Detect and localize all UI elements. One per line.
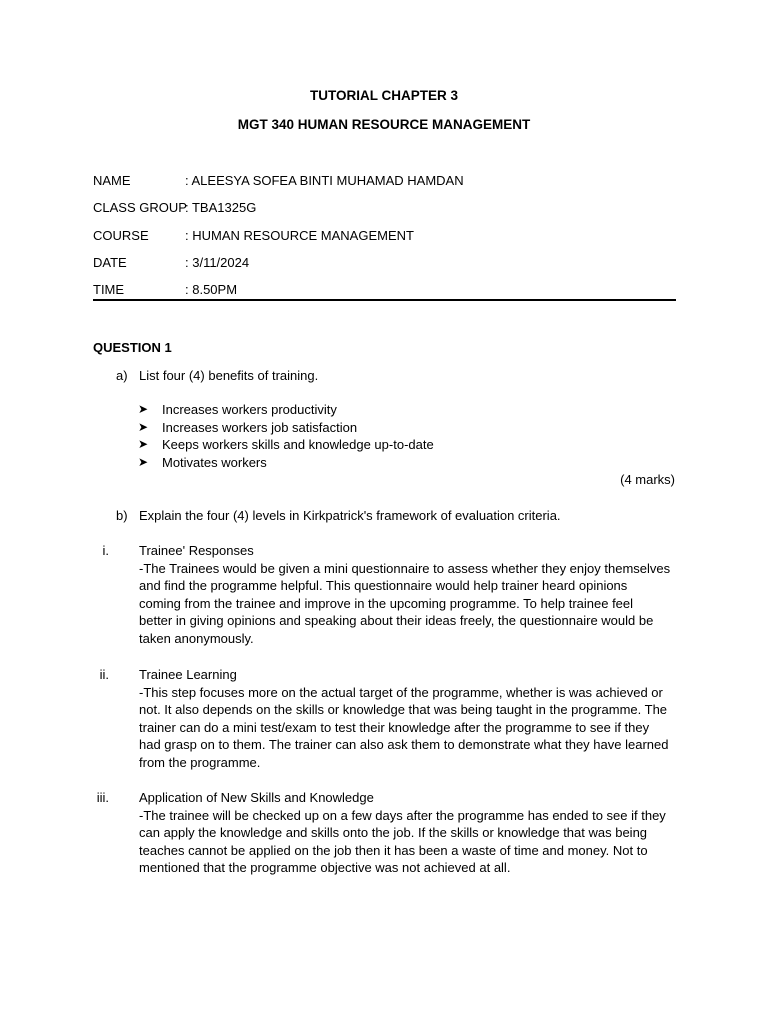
part-b-marker: b) (116, 508, 128, 523)
level-line: can apply the knowledge and skills onto the job. If the skills or knowledge that was being (139, 825, 648, 841)
arrowhead-bullet-icon: ➤ (138, 419, 149, 434)
part-a-marker: a) (116, 368, 128, 383)
level-line: mentioned that the programme objective was not achieved at all. (139, 860, 511, 876)
arrowhead-bullet-icon: ➤ (138, 437, 149, 452)
level-line: -The Trainees would be given a mini questionnaire to assess whether they enjoy themselves (139, 560, 671, 576)
info-value: : ALEESYA SOFEA BINTI MUHAMAD HAMDAN (185, 173, 464, 188)
level-line: teaches cannot be applied on the job then it has been a waste of time and money. Not to (139, 842, 648, 858)
header-divider (93, 299, 676, 301)
info-value: : HUMAN RESOURCE MANAGEMENT (185, 228, 414, 243)
document-subtitle: MGT 340 HUMAN RESOURCE MANAGEMENT (237, 117, 531, 132)
level-title: Application of New Skills and Knowledge (139, 790, 374, 805)
level-numeral: ii. (99, 667, 109, 682)
level-line: taken anonymously. (139, 630, 254, 646)
level-line: from the programme. (139, 754, 261, 770)
list-item-text: Increases workers productivity (162, 402, 337, 417)
level-line: coming from the trainee and improve in the upcoming programme. To help trainee feel (139, 595, 634, 611)
arrowhead-bullet-icon: ➤ (138, 402, 149, 416)
level-line: trainer can do a mini test/exam to test their knowledge after the programme to see if they (139, 719, 650, 735)
info-value: : 8.50PM (185, 282, 238, 297)
info-label: DATE (93, 255, 127, 270)
list-item-text: Increases workers job satisfaction (162, 419, 358, 435)
marks-label: (4 marks) (620, 472, 675, 487)
list-item-text: Keeps workers skills and knowledge up-to-date (162, 437, 434, 453)
question-heading: QUESTION 1 (93, 340, 172, 355)
level-line: better in giving opinions and speaking about their ideas freely, the questionnaire would be (139, 613, 654, 629)
info-label: CLASS GROUP (93, 200, 187, 215)
level-line: not. It also depends on the skills or knowledge that was being taught in the programme. The (139, 702, 668, 718)
level-numeral: iii. (96, 790, 109, 805)
info-value: : 3/11/2024 (185, 255, 250, 270)
info-label: TIME (93, 282, 125, 297)
document-title: TUTORIAL CHAPTER 3 (309, 88, 458, 103)
info-value: : TBA1325G (185, 200, 257, 215)
list-item-text: Motivates workers (162, 455, 267, 471)
level-line: had grasp on to them. The trainer can also ask them to demonstrate what they have learned (139, 737, 669, 753)
level-title: Trainee Learning (139, 667, 237, 682)
part-b-text: Explain the four (4) levels in Kirkpatrick's framework of evaluation criteria. (139, 508, 561, 523)
level-line: and find the programme helpful. This questionnaire would help trainer heard opinions (139, 578, 628, 594)
info-label: NAME (93, 173, 131, 188)
part-a-text: List four (4) benefits of training. (139, 368, 319, 383)
level-line: -The trainee will be checked up on a few days after the programme has ended to see if they (139, 807, 666, 823)
level-numeral: i. (102, 543, 109, 558)
arrowhead-bullet-icon: ➤ (138, 455, 149, 470)
level-line: -This step focuses more on the actual target of the programme, whether is was achieved or (139, 684, 663, 700)
level-title: Trainee' Responses (139, 543, 254, 558)
info-label: COURSE (93, 228, 149, 243)
